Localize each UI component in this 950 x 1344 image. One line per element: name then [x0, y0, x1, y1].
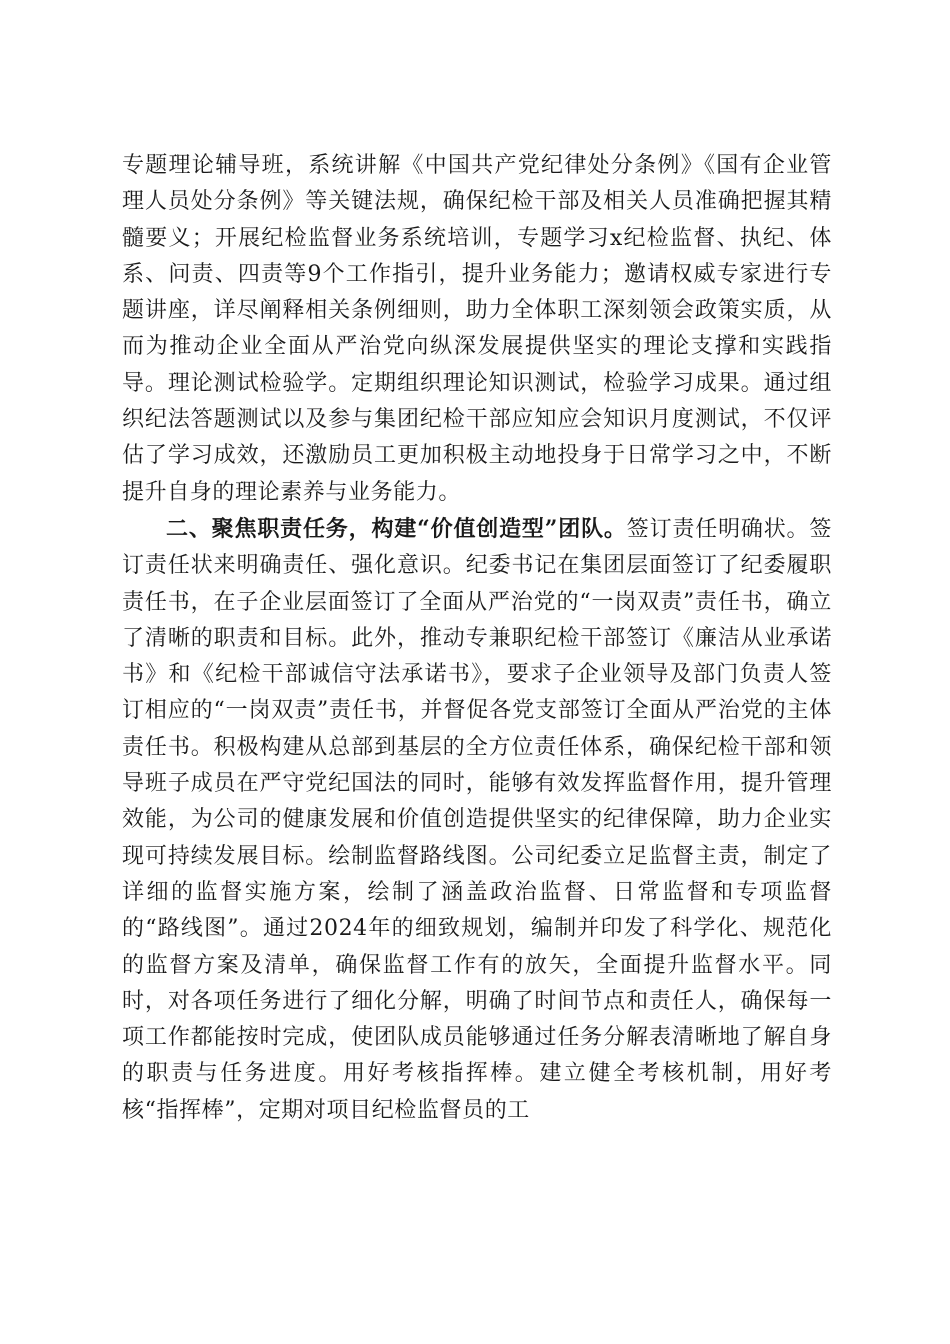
document-body — [122, 148, 832, 1129]
paragraph-2 — [122, 511, 832, 1129]
paragraph-2-body: 签订责任明确状。签订责任状来明确责任、强化意识。纪委书记在集团层面签订了纪委履职责任书，在子企业层面签订了全面从严治党的“一岗双责”责任书，确立了清晰的职责和目标。此外，推动专兼职纪检干部签订《廉洁从业承诺书》和《纪检干部诚信守法承诺书》，要求子企业领导及部门负责人签订相应的“一岗双责”责任书，并督促各党支部签订全面从严治党的主体责任书。积极构建从总部到基层的全方位责任体系，确保纪检干部和领导班子成员在严守党纪国法的同时，能够有效发挥监督作用，提升管理效能，为公司的健康发展和价值创造提供坚实的纪律保障，助力企业实现可持续发展目标。绘制监督路线图。公司纪委立足监督主责，制定了详细的监督实施方案，绘制了涵盖政治监督、日常监督和专项监督的“路线图”。通过2024年的细致规划，编制并印发了科学化、规范化的监督方案及清单，确保监督工作有的放矢，全面提升监督水平。同时，对各项任务进行了细化分解，明确了时间节点和责任人，确保每一项工作都能按时完成，使团队成员能够通过任务分解表清晰地了解自身的职责与任务进度。用好考核指挥棒。建立健全考核机制，用好考核“指挥棒”，定期对项目纪检监督员的工 — [122, 516, 832, 1123]
paragraph-1: 专题理论辅导班，系统讲解《中国共产党纪律处分条例》《国有企业管理人员处分条例》等关键法规，确保纪检干部及相关人员准确把握其精髓要义；开展纪检监督业务系统培训，专题学习x纪检监督、执纪、体系、问责、四责等9个工作指引，提升业务能力；邀请权威专家进行专题讲座，详尽阐释相关条例细则，助力全体职工深刻领会政策实质，从而为推动企业全面从严治党向纵深发展提供坚实的理论支撑和实践指导。理论测试检验学。定期组织理论知识测试，检验学习成果。通过组织纪法答题测试以及参与集团纪检干部应知应会知识月度测试，不仅评估了学习成效，还激励员工更加积极主动地投身于日常学习之中，不断提升自身的理论素养与业务能力。 — [122, 153, 832, 505]
section-heading: 二、聚焦职责任务，构建“价值创造型”团队。 — [166, 515, 627, 542]
